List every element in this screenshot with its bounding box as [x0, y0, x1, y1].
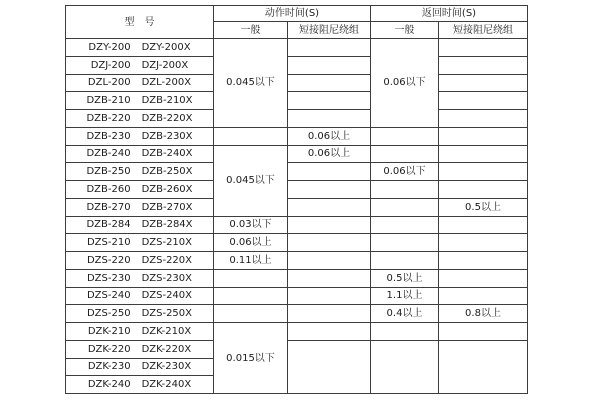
model-name-variant: DZS-250X: [141, 308, 193, 320]
table-row: [66, 216, 528, 234]
cell-action-damping: [288, 39, 371, 57]
model-name-variant: DZK-240X: [141, 379, 192, 391]
model-name-primary: DZS-220: [86, 254, 131, 266]
model-cell: [66, 252, 214, 270]
table-row: [66, 127, 528, 145]
spec-table-body: [66, 39, 528, 394]
table-row: [66, 340, 528, 358]
cell-return-general: 0.06以下: [371, 39, 439, 128]
model-name-primary: DZB-284: [86, 219, 131, 231]
table-row: [66, 287, 528, 305]
table-row: [66, 56, 528, 74]
header-return-general: 一般: [371, 22, 439, 39]
cell-action-damping: [288, 305, 371, 323]
table-row: [66, 305, 528, 323]
model-name-variant: DZB-250X: [141, 166, 193, 178]
cell-return-general: 0.06以下: [371, 163, 439, 181]
model-name-primary: DZB-270: [86, 201, 131, 213]
model-name-variant: DZB-270X: [141, 201, 193, 213]
cell-action-damping: [288, 74, 371, 92]
cell-return-damping: [439, 287, 528, 305]
header-action-time: 动作时间(S): [214, 6, 371, 22]
model-name-variant: DZB-284X: [141, 219, 193, 231]
cell-return-damping: [439, 234, 528, 252]
model-name-variant: DZB-220X: [141, 112, 193, 124]
model-name-variant: DZK-220X: [141, 343, 192, 355]
cell-return-general: [371, 340, 439, 393]
model-name-primary: DZS-240: [86, 290, 131, 302]
cell-return-general: 1.1以上: [371, 287, 439, 305]
model-name-primary: DZB-260: [86, 183, 131, 195]
table-row: [66, 92, 528, 110]
model-name-primary: DZB-240: [86, 148, 131, 160]
cell-return-general: [371, 234, 439, 252]
spec-table: [65, 5, 528, 394]
cell-return-damping: [439, 74, 528, 92]
model-cell: [66, 269, 214, 287]
table-row: [66, 198, 528, 216]
cell-action-damping: [288, 110, 371, 128]
cell-return-damping: [439, 163, 528, 181]
cell-action-damping: [288, 234, 371, 252]
cell-action-general: 0.11以上: [214, 252, 288, 270]
model-cell: [66, 56, 214, 74]
model-name-variant: DZB-240X: [141, 148, 193, 160]
model-name-primary: DZB-250: [86, 166, 131, 178]
cell-action-general: [214, 269, 288, 287]
cell-action-damping: [288, 340, 371, 393]
model-name-variant: DZJ-200X: [141, 59, 189, 71]
header-return-damping: 短接阻尼绕组: [439, 22, 528, 39]
model-name-variant: DZB-230X: [141, 130, 193, 142]
cell-action-damping: [288, 163, 371, 181]
model-cell: [66, 145, 214, 163]
cell-return-damping: [439, 92, 528, 110]
cell-action-damping: [288, 287, 371, 305]
cell-action-general: [214, 287, 288, 305]
model-name-primary: DZK-230: [87, 361, 131, 373]
cell-action-damping: [288, 269, 371, 287]
header-row-groups: [66, 6, 528, 22]
header-return-time: 返回时间(S): [371, 6, 528, 22]
header-action-damping: 短接阻尼绕组: [288, 22, 371, 39]
model-name-primary: DZS-210: [86, 237, 131, 249]
model-name-variant: DZB-260X: [141, 183, 193, 195]
model-cell: [66, 163, 214, 181]
cell-return-damping: [439, 269, 528, 287]
cell-action-general: 0.045以下: [214, 145, 288, 216]
cell-action-damping: 0.06以上: [288, 145, 371, 163]
model-name-primary: DZS-250: [86, 308, 131, 320]
model-cell: [66, 127, 214, 145]
model-cell: [66, 340, 214, 358]
model-name-primary: DZB-220: [86, 112, 131, 124]
cell-action-general: 0.015以下: [214, 323, 288, 394]
cell-return-damping: 0.8以上: [439, 305, 528, 323]
cell-return-general: 0.5以上: [371, 269, 439, 287]
model-name-variant: DZS-210X: [141, 237, 193, 249]
cell-action-damping: [288, 252, 371, 270]
model-name-primary: DZL-200: [87, 77, 131, 89]
cell-return-general: [371, 323, 439, 341]
model-name-primary: DZY-200: [88, 41, 131, 53]
table-row: [66, 269, 528, 287]
model-name-primary: DZK-240: [87, 379, 131, 391]
cell-return-damping: [439, 145, 528, 163]
model-name-variant: DZK-230X: [141, 361, 192, 373]
model-name-primary: DZK-220: [87, 343, 131, 355]
model-name-variant: DZS-220X: [141, 254, 193, 266]
cell-action-damping: [288, 323, 371, 341]
model-name-variant: DZS-240X: [141, 290, 193, 302]
model-cell: [66, 39, 214, 57]
model-name-variant: DZB-210X: [141, 95, 193, 107]
cell-return-damping: [439, 110, 528, 128]
model-name-primary: DZK-210: [87, 325, 131, 337]
model-name-variant: DZS-230X: [141, 272, 193, 284]
table-row: [66, 234, 528, 252]
cell-action-general: 0.06以上: [214, 234, 288, 252]
model-cell: [66, 198, 214, 216]
cell-action-damping: [288, 198, 371, 216]
table-row: [66, 252, 528, 270]
cell-action-damping: 0.06以上: [288, 127, 371, 145]
model-name-primary: DZB-210: [86, 95, 131, 107]
cell-return-general: 0.4以上: [371, 305, 439, 323]
cell-return-general: [371, 181, 439, 199]
model-name-variant: DZL-200X: [141, 77, 192, 89]
cell-return-damping: [439, 323, 528, 341]
cell-return-general: [371, 145, 439, 163]
model-cell: [66, 181, 214, 199]
header-action-general: 一般: [214, 22, 288, 39]
table-row: [66, 181, 528, 199]
model-cell: [66, 92, 214, 110]
model-cell: [66, 323, 214, 341]
cell-action-damping: [288, 92, 371, 110]
cell-action-damping: [288, 181, 371, 199]
model-cell: [66, 110, 214, 128]
cell-return-damping: [439, 216, 528, 234]
cell-action-general: 0.03以下: [214, 216, 288, 234]
cell-action-damping: [288, 216, 371, 234]
table-row: [66, 39, 528, 57]
cell-action-damping: [288, 56, 371, 74]
model-cell: [66, 74, 214, 92]
cell-return-damping: [439, 252, 528, 270]
cell-return-general: [371, 252, 439, 270]
model-cell: [66, 234, 214, 252]
cell-return-general: [371, 127, 439, 145]
model-name-variant: DZY-200X: [141, 41, 191, 53]
cell-action-general: 0.045以下: [214, 39, 288, 128]
model-cell: [66, 358, 214, 376]
table-row: [66, 145, 528, 163]
cell-return-damping: [439, 181, 528, 199]
cell-action-general: [214, 127, 288, 145]
table-row: [66, 163, 528, 181]
cell-action-general: [214, 305, 288, 323]
model-name-primary: DZS-230: [86, 272, 131, 284]
model-name-variant: DZK-210X: [141, 325, 192, 337]
cell-return-general: [371, 216, 439, 234]
model-cell: [66, 287, 214, 305]
model-cell: [66, 305, 214, 323]
table-row: [66, 74, 528, 92]
cell-return-damping: 0.5以上: [439, 198, 528, 216]
table-row: [66, 110, 528, 128]
header-model: 型 号: [66, 6, 214, 39]
cell-return-general: [371, 198, 439, 216]
table-row: [66, 323, 528, 341]
model-cell: [66, 376, 214, 394]
model-name-primary: DZJ-200: [90, 59, 131, 71]
cell-return-damping: [439, 56, 528, 74]
cell-return-damping: [439, 127, 528, 145]
cell-return-damping: [439, 39, 528, 57]
model-name-primary: DZB-230: [86, 130, 131, 142]
model-cell: [66, 216, 214, 234]
cell-return-damping: [439, 340, 528, 393]
